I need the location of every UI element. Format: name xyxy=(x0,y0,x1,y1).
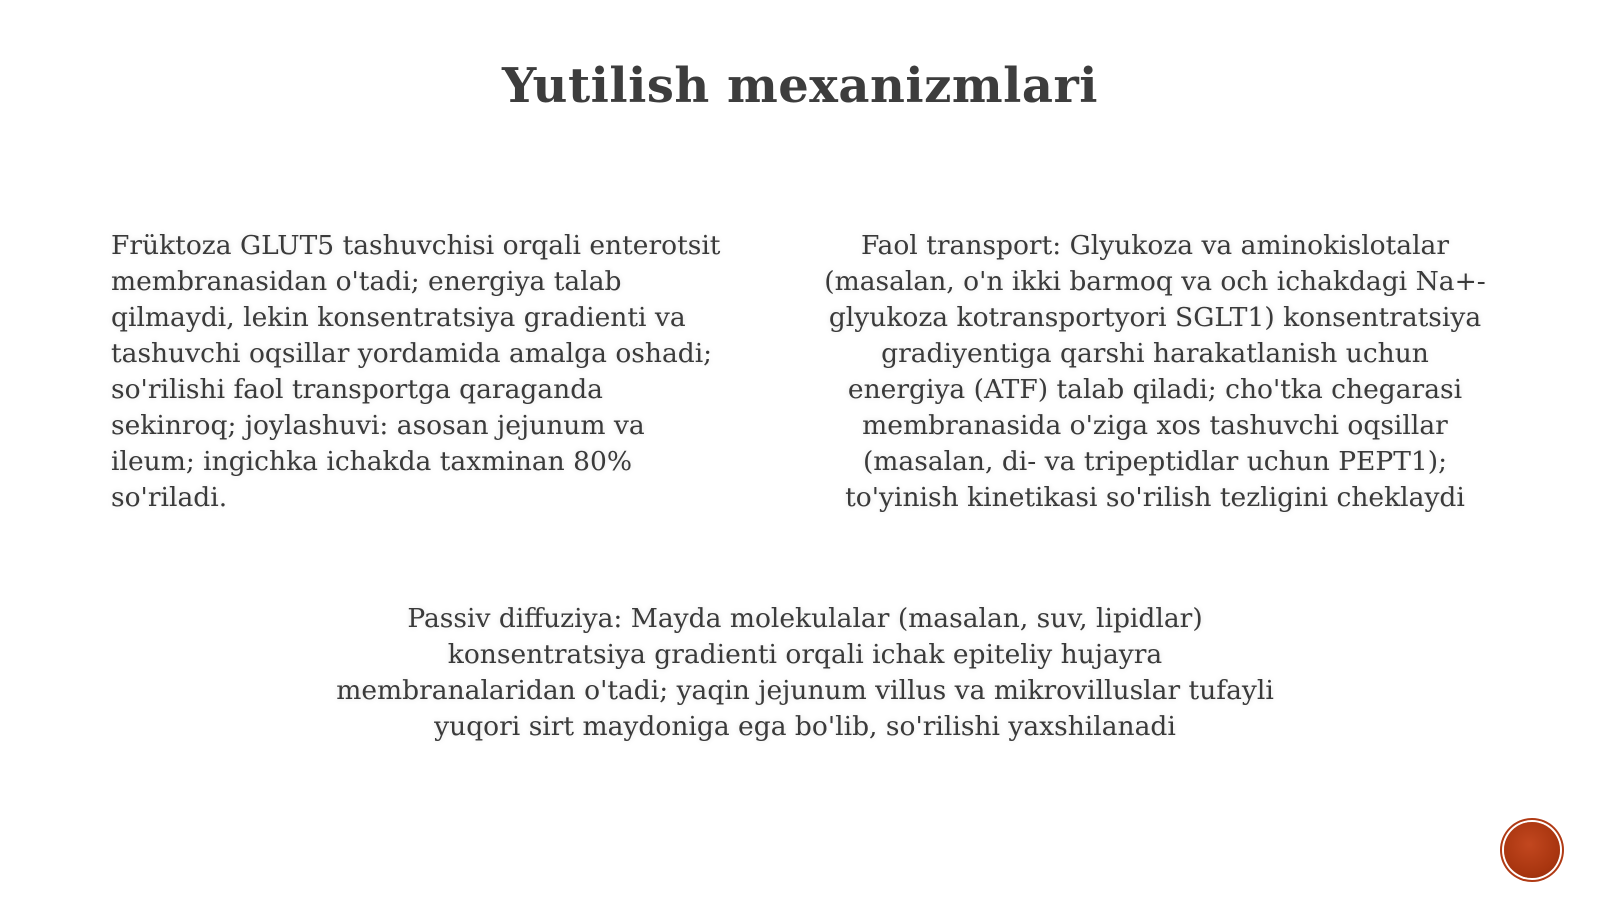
right-paragraph xyxy=(795,228,1515,516)
text-line: (masalan, di- va tripeptidlar uchun PEPT1); xyxy=(862,446,1448,477)
text-line: (masalan, o'n ikki barmoq va och ichakdagi Na+- xyxy=(824,266,1486,297)
text-line: konsentratsiya gradienti orqali ichak epiteliy hujayra xyxy=(447,639,1163,670)
slide-title: Yutilish mexanizmlari xyxy=(501,58,1099,114)
text-line: so'riladi. xyxy=(111,482,228,513)
text-line: qilmaydi, lekin konsentratsiya gradienti va xyxy=(111,302,686,333)
text-line: yuqori sirt maydoniga ega bo'lib, so'rilishi yaxshilanadi xyxy=(434,711,1176,742)
text-line: to'yinish kinetikasi so'rilish tezligini cheklaydi xyxy=(845,482,1465,513)
text-line: Passiv diffuziya: Mayda molekulalar (masalan, suv, lipidlar) xyxy=(407,603,1203,634)
text-line: membranasida o'ziga xos tashuvchi oqsillar xyxy=(862,410,1448,441)
bottom-paragraph xyxy=(280,601,1330,745)
text-line: membranasidan o'tadi; energiya talab xyxy=(111,266,622,297)
text-line: sekinroq; joylashuvi: asosan jejunum va xyxy=(111,410,645,441)
text-line: ileum; ingichka ichakda taxminan 80% xyxy=(111,446,633,477)
text-line: gradiyentiga qarshi harakatlanish uchun xyxy=(881,338,1429,369)
text-line: Faol transport: Glyukoza va aminokislotalar xyxy=(860,230,1450,261)
text-line: Früktoza GLUT5 tashuvchisi orqali enterotsit xyxy=(111,230,721,261)
text-line: glyukoza kotransportyori SGLT1) konsentratsiya xyxy=(828,302,1482,333)
left-paragraph xyxy=(111,228,781,516)
circle-button-icon[interactable] xyxy=(1504,822,1560,878)
text-line: tashuvchi oqsillar yordamida amalga oshadi; xyxy=(111,338,713,369)
text-line: energiya (ATF) talab qiladi; cho'tka chegarasi xyxy=(847,374,1463,405)
text-line: membranalaridan o'tadi; yaqin jejunum villus va mikrovilluslar tufayli xyxy=(336,675,1274,706)
text-line: so'rilishi faol transportga qaraganda xyxy=(111,374,603,405)
